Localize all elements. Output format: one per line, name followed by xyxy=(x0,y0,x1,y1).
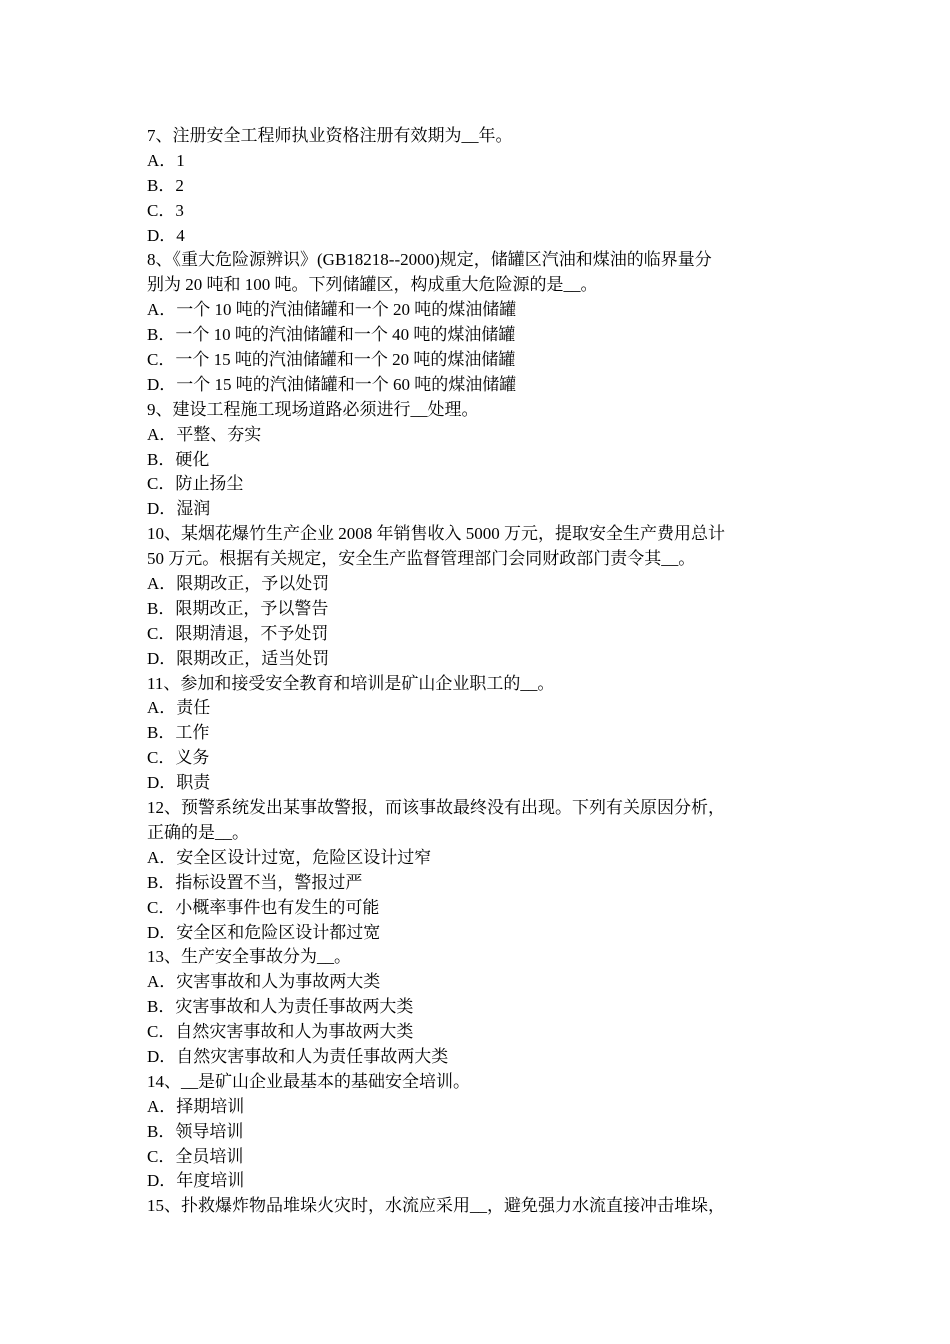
question-stem: 12、预警系统发出某事故警报，而该事故最终没有出现。下列有关原因分析， xyxy=(147,798,725,818)
question-9 xyxy=(147,398,812,522)
option-b: B．灾害事故和人为责任事故两大类 xyxy=(147,997,414,1017)
question-11 xyxy=(147,672,812,796)
question-stem: 9、建设工程施工现场道路必须进行__处理。 xyxy=(147,399,479,419)
option-a: A．1 xyxy=(147,150,185,170)
question-stem: 11、参加和接受安全教育和培训是矿山企业职工的__。 xyxy=(147,673,555,693)
option-b: B．硬化 xyxy=(147,449,210,469)
question-7 xyxy=(147,124,812,248)
option-d: D．一个 15 吨的汽油储罐和一个 60 吨的煤油储罐 xyxy=(147,374,517,394)
option-c: C．一个 15 吨的汽油储罐和一个 20 吨的煤油储罐 xyxy=(147,350,516,370)
option-b: B．限期改正，予以警告 xyxy=(147,598,329,618)
option-c: C．防止扬尘 xyxy=(147,474,244,494)
question-stem: 13、生产安全事故分为__。 xyxy=(147,947,351,967)
option-b: B．一个 10 吨的汽油储罐和一个 40 吨的煤油储罐 xyxy=(147,325,516,345)
option-b: B．指标设置不当，警报过严 xyxy=(147,872,363,892)
option-b: B．工作 xyxy=(147,723,210,743)
option-d: D．年度培训 xyxy=(147,1171,245,1191)
option-d: D．安全区和危险区设计都过宽 xyxy=(147,922,381,942)
question-13 xyxy=(147,945,812,1069)
option-c: C．限期清退，不予处罚 xyxy=(147,623,329,643)
option-a: A．平整、夯实 xyxy=(147,424,262,444)
option-d: D．限期改正，适当处罚 xyxy=(147,648,330,668)
document-page xyxy=(147,124,812,1219)
option-d: D．自然灾害事故和人为责任事故两大类 xyxy=(147,1046,449,1066)
question-14 xyxy=(147,1070,812,1194)
option-c: C．义务 xyxy=(147,748,210,768)
option-a: A．灾害事故和人为事故两大类 xyxy=(147,972,381,992)
option-a: A．一个 10 吨的汽油储罐和一个 20 吨的煤油储罐 xyxy=(147,300,517,320)
question-stem-continued: 别为 20 吨和 100 吨。下列储罐区，构成重大危险源的是__。 xyxy=(147,275,598,295)
question-stem: 8、《重大危险源辨识》(GB18218--2000)规定，储罐区汽油和煤油的临界量分 xyxy=(147,250,712,270)
question-stem: 10、某烟花爆竹生产企业 2008 年销售收入 5000 万元，提取安全生产费用总计 xyxy=(147,524,725,544)
option-b: B．2 xyxy=(147,175,184,195)
question-12 xyxy=(147,796,812,945)
option-d: D．职责 xyxy=(147,773,211,793)
question-stem: 15、扑救爆炸物品堆垛火灾时，水流应采用__，避免强力水流直接冲击堆垛， xyxy=(147,1196,725,1216)
option-a: A．责任 xyxy=(147,698,211,718)
question-stem: 7、注册安全工程师执业资格注册有效期为__年。 xyxy=(147,126,513,145)
question-10 xyxy=(147,522,812,671)
option-d: D．湿润 xyxy=(147,499,211,519)
question-15 xyxy=(147,1194,812,1219)
option-a: A．安全区设计过宽，危险区设计过窄 xyxy=(147,847,432,867)
option-c: C．3 xyxy=(147,200,184,220)
question-stem: 14、__是矿山企业最基本的基础安全培训。 xyxy=(147,1071,470,1091)
option-a: A．限期改正，予以处罚 xyxy=(147,574,330,594)
question-stem-continued: 正确的是__。 xyxy=(147,822,249,842)
option-b: B．领导培训 xyxy=(147,1121,244,1141)
option-d: D．4 xyxy=(147,225,185,245)
option-c: C．全员培训 xyxy=(147,1146,244,1166)
question-stem-continued: 50 万元。根据有关规定，安全生产监督管理部门会同财政部门责令其__。 xyxy=(147,549,696,569)
question-8 xyxy=(147,248,812,397)
option-a: A．择期培训 xyxy=(147,1096,245,1116)
option-c: C．小概率事件也有发生的可能 xyxy=(147,897,380,917)
option-c: C．自然灾害事故和人为事故两大类 xyxy=(147,1022,414,1042)
